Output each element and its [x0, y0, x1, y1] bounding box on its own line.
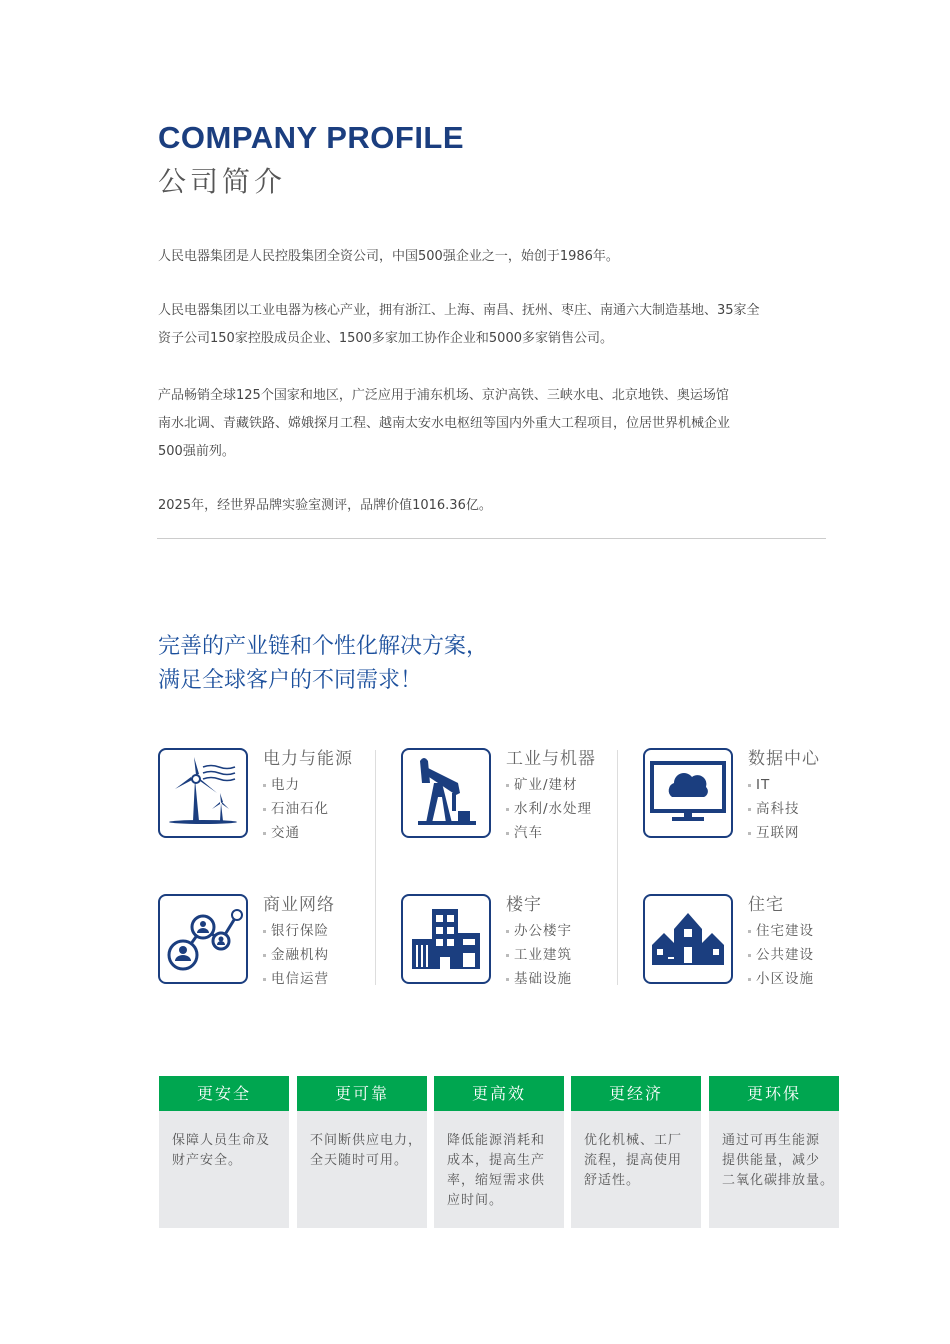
benefit-text: 率，缩短需求供 [447, 1173, 546, 1188]
building-icon [406, 899, 486, 979]
category-card[interactable] [643, 748, 733, 838]
text-line: 人民电器集团是人民控股集团全资公司，中国500强企业之一，始创于1986年。 [158, 249, 619, 264]
category-item: 电信运营 [263, 967, 335, 991]
category-item: 矿业/建材 [506, 773, 596, 797]
benefit-text: 降低能源消耗和 [447, 1133, 546, 1148]
slogan-line: 满足全球客户的不同需求！ [158, 668, 423, 693]
benefit-text: 优化机械、工厂 [584, 1133, 683, 1148]
wind-turbine-icon [165, 753, 241, 833]
category-title: 住宅 [748, 895, 784, 915]
intro-paragraph-2 [158, 297, 838, 353]
intro-paragraph-1 [158, 243, 838, 271]
category-item: 石油石化 [263, 797, 353, 821]
intro-paragraph-3 [158, 382, 838, 466]
category-item: 电力 [263, 773, 353, 797]
benefit-title: 更经济 [571, 1076, 701, 1111]
title-cn: 公司简介 [158, 165, 287, 198]
category-item: 小区设施 [748, 967, 814, 991]
category-item: 汽车 [506, 821, 596, 845]
benefit-text: 提供能量，减少 [722, 1153, 821, 1168]
column-divider [617, 750, 618, 985]
benefit-text: 应时间。 [447, 1193, 504, 1208]
category-item: 工业建筑 [506, 943, 572, 967]
text-line: 人民电器集团以工业电器为核心产业，拥有浙江、上海、南昌、抚州、枣庄、南通六大制造基地、35家全 [158, 303, 760, 318]
category-card[interactable] [401, 894, 491, 984]
category-title: 电力与能源 [263, 749, 353, 769]
benefit-title: 更可靠 [297, 1076, 427, 1111]
benefit-panel [297, 1076, 427, 1228]
category-card[interactable] [401, 748, 491, 838]
category-card[interactable] [158, 894, 248, 984]
benefit-text: 不间断供应电力， [310, 1133, 423, 1148]
text-line: 500强前列。 [158, 444, 235, 459]
category-item: 水利/水处理 [506, 797, 596, 821]
category-item: IT [748, 773, 820, 797]
category-item: 互联网 [748, 821, 820, 845]
benefit-title: 更环保 [709, 1076, 839, 1111]
benefit-text: 保障人员生命及 [172, 1133, 271, 1148]
category-item: 办公楼宇 [506, 919, 572, 943]
benefit-text: 全天随时可用。 [310, 1153, 409, 1168]
benefit-title: 更安全 [159, 1076, 289, 1111]
benefit-title: 更高效 [434, 1076, 564, 1111]
text-line: 2025年，经世界品牌实验室测评，品牌价值1016.36亿。 [158, 498, 492, 513]
benefit-panel [571, 1076, 701, 1228]
title-en: COMPANY PROFILE [158, 120, 465, 155]
category-title: 数据中心 [748, 749, 820, 769]
category-title: 工业与机器 [506, 749, 596, 769]
houses-icon [648, 899, 728, 979]
benefit-panel [709, 1076, 839, 1228]
cloud-monitor-icon [648, 753, 728, 833]
benefit-text: 财产安全。 [172, 1153, 243, 1168]
intro-paragraph-4 [158, 492, 838, 520]
category-text [506, 744, 596, 845]
benefit-text: 舒适性。 [584, 1173, 641, 1188]
benefit-panel [434, 1076, 564, 1228]
category-text [263, 744, 353, 845]
network-people-icon [163, 899, 243, 979]
category-text [748, 744, 820, 845]
text-line: 资子公司150家控股成员企业、1500多家加工协作企业和5000多家销售公司。 [158, 331, 613, 346]
category-item: 交通 [263, 821, 353, 845]
text-line: 产品畅销全球125个国家和地区，广泛应用于浦东机场、京沪高铁、三峡水电、北京地铁、奥运场馆 [158, 388, 729, 403]
oil-pump-icon [408, 753, 484, 833]
slogan-line: 完善的产业链和个性化解决方案， [158, 634, 489, 659]
slogan [158, 630, 488, 698]
category-title: 楼宇 [506, 895, 542, 915]
category-title: 商业网络 [263, 895, 335, 915]
benefit-panel [159, 1076, 289, 1228]
category-item: 公共建设 [748, 943, 814, 967]
category-text [506, 890, 572, 991]
benefit-text: 流程，提高使用 [584, 1153, 683, 1168]
category-item: 银行保险 [263, 919, 335, 943]
category-card[interactable] [158, 748, 248, 838]
category-item: 高科技 [748, 797, 820, 821]
category-item: 基础设施 [506, 967, 572, 991]
category-item: 住宅建设 [748, 919, 814, 943]
divider [157, 538, 826, 539]
category-item: 金融机构 [263, 943, 335, 967]
benefit-text: 成本，提高生产 [447, 1153, 546, 1168]
benefit-text: 二氧化碳排放量。 [722, 1173, 835, 1188]
category-text [263, 890, 335, 991]
category-text [748, 890, 814, 991]
text-line: 南水北调、青藏铁路、嫦娥探月工程、越南太安水电枢纽等国内外重大工程项目，位居世界机械企业 [158, 416, 731, 431]
column-divider [375, 750, 376, 985]
benefit-text: 通过可再生能源 [722, 1133, 821, 1148]
category-card[interactable] [643, 894, 733, 984]
